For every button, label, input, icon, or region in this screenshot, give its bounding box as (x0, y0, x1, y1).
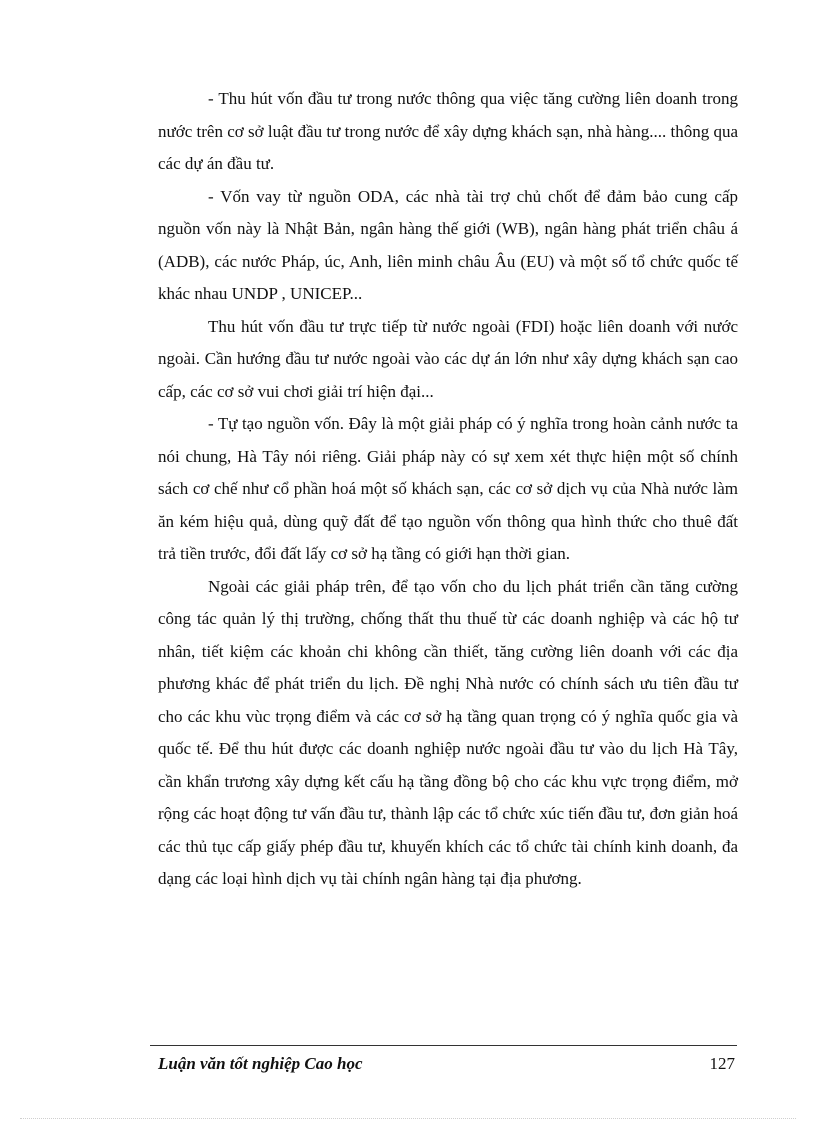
paragraph-self-funding: - Tự tạo nguồn vốn. Đây là một giải pháp có ý nghĩa trong hoàn cảnh nước ta nói chung, Hà Tây nói riêng. Giải pháp này có sự xem xét thực hiện một số chính sách cơ chế như cổ phần hoá một số khách sạn, các cơ sở dịch vụ của Nhà nước làm ăn kém hiệu quả, dùng quỹ đất để tạo nguồn vốn thông qua hình thức cho thuê đất trả tiền trước, đổi đất lấy cơ sở hạ tầng có giới hạn thời gian. (158, 414, 738, 563)
page-footer (150, 1045, 737, 1074)
paragraph-domestic-investment: - Thu hút vốn đầu tư trong nước thông qua việc tăng cường liên doanh trong nước trên cơ sở luật đầu tư trong nước để xây dựng khách sạn, nhà hàng.... thông qua các dự án đầu tư. (158, 89, 738, 173)
page-bottom-divider (20, 1118, 796, 1119)
paragraph-oda-loans: - Vốn vay từ nguồn ODA, các nhà tài trợ chủ chốt để đảm bảo cung cấp nguồn vốn này là Nhật Bản, ngân hàng thế giới (WB), ngân hàng phát triển châu á (ADB), các nước Pháp, úc, Anh, liên minh châu Âu (EU) và một số tổ chức quốc tế khác nhau UNDP , UNICEP... (158, 186, 738, 303)
paragraph-fdi: Thu hút vốn đầu tư trực tiếp từ nước ngoài (FDI) hoặc liên doanh với nước ngoài. Cần hướng đầu tư nước ngoài vào các dự án lớn như xây dựng khách sạn cao cấp, các cơ sở vui chơi giải trí hiện đại... (158, 316, 738, 401)
paragraph-other-solutions: Ngoài các giải pháp trên, để tạo vốn cho du lịch phát triển cần tăng cường công tác quản lý thị trường, chống thất thu thuế từ các doanh nghiệp và các hộ tư nhân, tiết kiệm các khoản chi không cần thiết, tăng cường liên doanh với các địa phương khác để phát triển du lịch. Đề nghị Nhà nước có chính sách ưu tiên đầu tư cho các khu vùc trọng điểm và các cơ sở hạ tầng quan trọng có ý nghĩa quốc gia và quốc tế. Để thu hút được các doanh nghiệp nước ngoài đầu tư vào du lịch Hà Tây, cần khẩn trương xây dựng kết cấu hạ tầng đồng bộ cho các khu vực trọng điểm, mở rộng các hoạt động tư vấn đầu tư, thành lập các tổ chức xúc tiến đầu tư, đơn giản hoá các thủ tục cấp giấy phép đầu tư, khuyến khích các tổ chức tài chính kinh doanh, đa dạng các loại hình dịch vụ tài chính ngân hàng tại địa phương. (158, 576, 738, 888)
document-body (158, 83, 738, 896)
footer-title: Luận văn tốt nghiệp Cao học (158, 1054, 363, 1073)
page-number: 127 (709, 1054, 735, 1073)
